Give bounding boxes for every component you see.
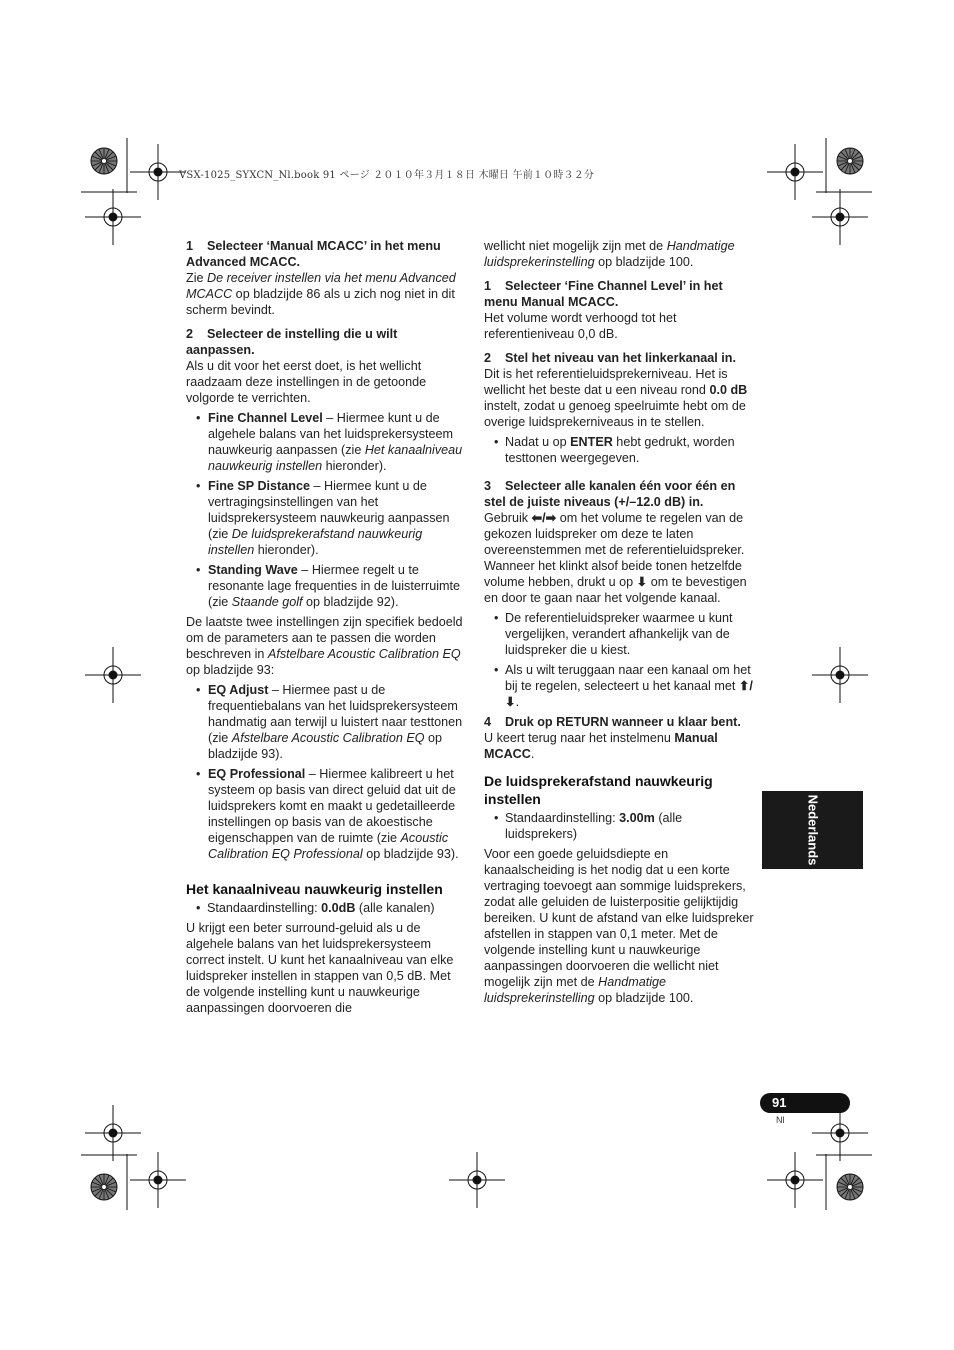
registration-crosshair-icon [449,1152,505,1208]
section-heading-speaker-distance: De luidsprekerafstand nauwkeurig instellen [484,773,713,807]
step-3-notes [484,610,756,710]
registration-starburst-icon [837,1174,863,1200]
step-1-body: Het volume wordt verhoogd tot het referentieniveau 0,0 dB. [484,311,677,341]
registration-starburst-icon [91,1174,117,1200]
registration-crosshair-icon [85,1105,141,1161]
step-2-heading: 2 Selecteer de instelling die u wilt aanpassen. [186,327,398,357]
list-item: • Fine Channel Level – Hiermee kunt u de algehele balans van het luidsprekersysteem nauwkeurig aanpassen (zie Het kanaalniveau nauwkeurig instellen hieronder). [186,410,464,474]
registration-crosshair-icon [85,647,141,703]
step-2-notes [484,434,756,466]
list-item: • Nadat u op ENTER hebt gedrukt, worden testtonen weergegeven. [484,434,756,466]
registration-crosshair-icon [767,144,823,200]
section-heading-channel-level: Het kanaalniveau nauwkeurig instellen [186,881,443,897]
step-3-heading: 3 Selecteer alle kanalen één voor één en stel de juiste niveaus (+/–12.0 dB) in. [484,479,736,509]
step-2-heading: 2 Stel het niveau van het linkerkanaal in. [484,351,736,365]
step-2-body: Als u dit voor het eerst doet, is het wellicht raadzaam deze instellingen in de getoonde volgorde te verrichten. [186,359,427,405]
registration-crosshair-icon [812,189,868,245]
step-1-heading: 1 Selecteer ‘Fine Channel Level’ in het menu Manual MCACC. [484,279,723,309]
paragraph: Voor een goede geluidsdiepte en kanaalscheiding is het nodig dat u een korte vertraging toevoegt aan sommige luidsprekers, zodat alle geluiden de luisterpositie gelijktijdig bereiken. U kunt de afstand van elke luidspreker afstellen in stappen van 0,1 meter. Met de volgende instelling kunt u nauwkeurige aanpassingen doorvoeren die wellicht niet mogelijk zijn met de Handmatige luidsprekerinstelling op bladzijde 100. [484,847,754,1005]
page-language-code: Nl [776,1115,785,1125]
paragraph: U krijgt een beter surround-geluid als u de algehele balans van het luidsprekersysteem correct instelt. U kunt het kanaalniveau van elke luidspreker instellen in stappen van 0,5 dB. Met de volgende instelling kunt u nauwkeurige aanpassingen doorvoeren die [186,921,454,1015]
left-column [186,238,464,1016]
paragraph-continued: wellicht niet mogelijk zijn met de Handmatige luidsprekerinstelling op bladzijde 100. [484,239,735,269]
step-4-body: U keert terug naar het instelmenu Manual MCACC. [484,731,718,761]
page-number: 91 [772,1095,787,1110]
list-item: • Als u wilt teruggaan naar een kanaal om het bij te regelen, selecteert u het kanaal met ⬆/⬇. [484,662,756,710]
registration-crosshair-icon [812,647,868,703]
list-item: • EQ Professional – Hiermee kalibreert u het systeem op basis van direct geluid dat uit de luidsprekers komt en maakt u gedetailleerde instellingen op basis van de akoestische eigenschappen van de ruimte (zie Acoustic Calibration EQ Professional op bladzijde 93). [186,766,464,862]
list-item: • Fine SP Distance – Hiermee kunt u de vertragingsinstellingen van het luidsprekersysteem nauwkeurig aanpassen (zie De luidsprekerafstand nauwkeurig instellen hieronder). [186,478,464,558]
paragraph: De laatste twee instellingen zijn specifiek bedoeld om de parameters aan te passen die worden beschreven in Afstelbare Acoustic Calibration EQ op bladzijde 93: [186,615,463,677]
print-file-header: VSX-1025_SYXCN_Nl.book 91 ページ ２０１０年３月１８日 木曜日 午前１０時３２分 [179,170,595,181]
list-item: • Standaardinstelling: 0.0dB (alle kanalen) [186,900,464,916]
down-arrow-icon: ⬇ [636,575,648,589]
registration-starburst-icon [837,148,863,174]
left-right-arrow-icon: ⬅/➡ [531,511,557,525]
page-number-badge [760,1093,850,1113]
list-item: • EQ Adjust – Hiermee past u de frequentiebalans van het luidsprekersysteem handmatig aan terwijl u luistert naar testtonen (zie Afstelbare Acoustic Calibration EQ op bladzijde 93). [186,682,464,762]
step-3-body: Gebruik ⬅/➡ om het volume te regelen van de gekozen luidspreker om deze te laten overeenstemmen met de referentieluidspreker. Wanneer het klinkt alsof beide tonen hetzelfde volume hebben, drukt u op ⬇ om te bevestigen en door te gaan naar het volgende kanaal. [484,511,747,605]
cross-reference: De receiver instellen via het menu Advanced MCACC [186,271,456,301]
registration-crosshair-icon [812,1105,868,1161]
language-tab [762,791,863,869]
step-2-body: Dit is het referentieluidsprekerniveau. Het is wellicht het beste dat u een niveau rond 0.0 dB instelt, zodat u genoeg speelruimte hebt om de overige luidsprekerniveaus in te stellen. [484,367,748,429]
list-item: • Standing Wave – Hiermee regelt u te resonante lage frequenties in de luisterruimte (zie Staande golf op bladzijde 92). [186,562,464,610]
list-item: • De referentieluidspreker waarmee u kunt vergelijken, verandert afhankelijk van de luidspreker die u kiest. [484,610,756,658]
language-label: Nederlands [805,794,820,866]
step-1-heading: 1 Selecteer ‘Manual MCACC’ in het menu Advanced MCACC. [186,239,441,269]
right-column [484,238,756,1006]
registration-crosshair-icon [130,1152,186,1208]
registration-crosshair-icon [767,1152,823,1208]
registration-crosshair-icon [130,144,186,200]
step-4-heading: 4 Druk op RETURN wanneer u klaar bent. [484,715,741,729]
settings-list [186,410,464,610]
up-down-arrow-icon: ⬆/⬇ [505,679,753,709]
registration-crosshair-icon [85,189,141,245]
step-1-body: Zie De receiver instellen via het menu Advanced MCACC op bladzijde 86 als u zich nog niet in dit scherm bevindt. [186,271,456,317]
default-setting-list [186,900,464,916]
list-item: • Standaardinstelling: 3.00m (alle luidsprekers) [484,810,756,842]
registration-starburst-icon [91,148,117,174]
eq-settings-list [186,682,464,862]
default-setting-list [484,810,756,842]
